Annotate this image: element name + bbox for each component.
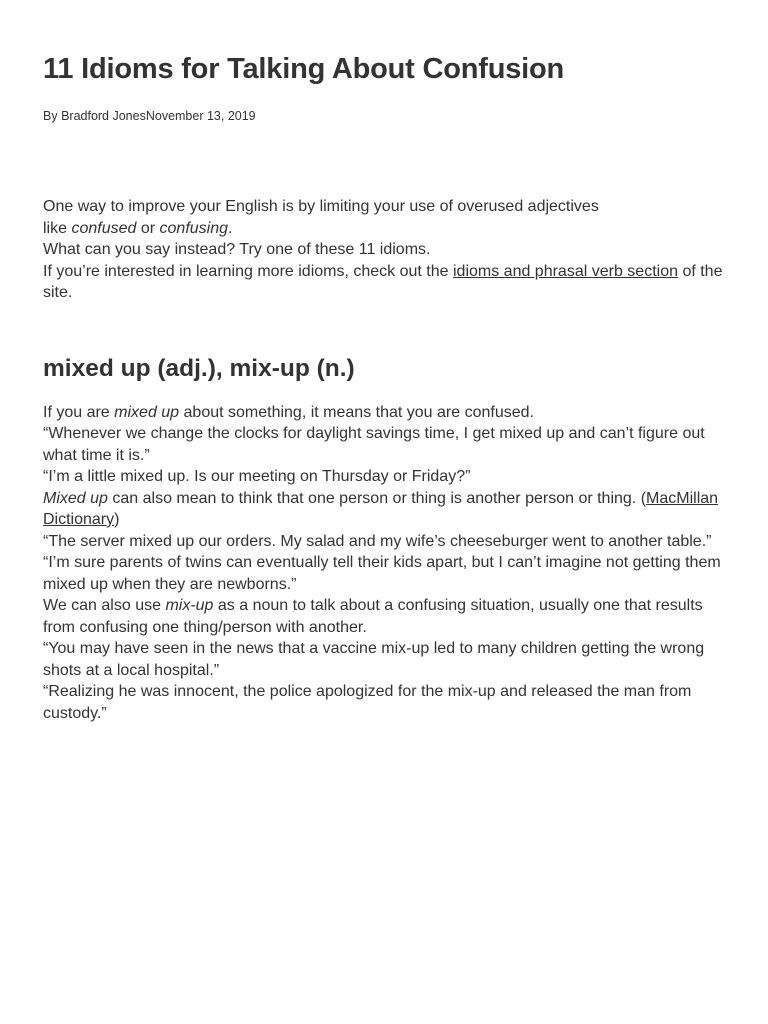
- byline-date: November 13, 2019: [145, 109, 256, 123]
- intro-line-4-suffix: of the site.: [43, 262, 723, 301]
- definition-3-prefix: We can also use: [43, 597, 166, 614]
- example-1: “Whenever we change the clocks for daylight savings time, I get mixed up and can’t figure out what time it is.”: [43, 425, 705, 464]
- example-2: “I’m a little mixed up. Is our meeting on Thursday or Friday?”: [43, 468, 471, 485]
- intro-line-2: [43, 218, 725, 240]
- definition-mixed-up-2: [43, 488, 725, 531]
- example-3: “The server mixed up our orders. My salad and my wife’s cheeseburger went to another table.”: [43, 532, 712, 550]
- intro-line-3: What can you say instead? Try one of these 11 idioms.: [43, 241, 431, 258]
- section-heading-mixed-up: mixed up (adj.), mix-up (n.): [43, 354, 355, 382]
- definition-suffix: about something, it means that you are confused.: [179, 403, 534, 421]
- intro-line-2-suffix: .: [228, 219, 233, 237]
- page-title: 11 Idioms for Talking About Confusion: [43, 53, 565, 85]
- definition-2-close: ): [114, 511, 120, 528]
- definition-prefix: If you are: [43, 403, 115, 421]
- byline-prefix: By: [43, 109, 62, 123]
- term-mixed-up-2: Mixed up: [43, 489, 108, 507]
- example-4: “I’m sure parents of twins can eventually tell their kids apart, but I can’t imagine not getting them mixed up when they are newborns.”: [43, 554, 721, 593]
- term-confused: confused: [71, 219, 137, 237]
- intro-line-4: [43, 261, 725, 304]
- term-mixed-up: mixed up: [114, 403, 180, 421]
- byline-author: Bradford Jones: [61, 109, 146, 123]
- definition-3-suffix: as a noun to talk about a confusing situation, usually one that results from confusing one thing/person with another.: [43, 597, 703, 636]
- definition-2-text: can also mean to think that one person or thing is another person or thing. (: [107, 489, 647, 507]
- intro-line-2-mid: or: [136, 219, 160, 237]
- idioms-section-link[interactable]: idioms and phrasal verb section: [452, 262, 678, 280]
- macmillan-dictionary-link[interactable]: MacMillan Dictionary: [43, 489, 719, 528]
- intro: [43, 196, 725, 304]
- definition-mix-up: [43, 595, 725, 638]
- definition-mixed-up: [43, 402, 725, 424]
- byline: [43, 108, 725, 124]
- term-mix-up: mix-up: [165, 597, 214, 614]
- intro-line-2-prefix: like: [43, 219, 72, 237]
- intro-line-4-prefix: If you’re interested in learning more idioms, check out the: [43, 262, 453, 280]
- example-5: “You may have seen in the news that a vaccine mix-up led to many children getting the wrong shots at a local hospital.”: [43, 640, 705, 679]
- intro-line-1: One way to improve your English is by limiting your use of overused adjectives: [43, 198, 599, 215]
- section-body-mixed-up: [43, 402, 725, 725]
- example-6: “Realizing he was innocent, the police apologized for the mix-up and released the man from custody.”: [43, 683, 692, 722]
- term-confusing: confusing: [159, 219, 229, 237]
